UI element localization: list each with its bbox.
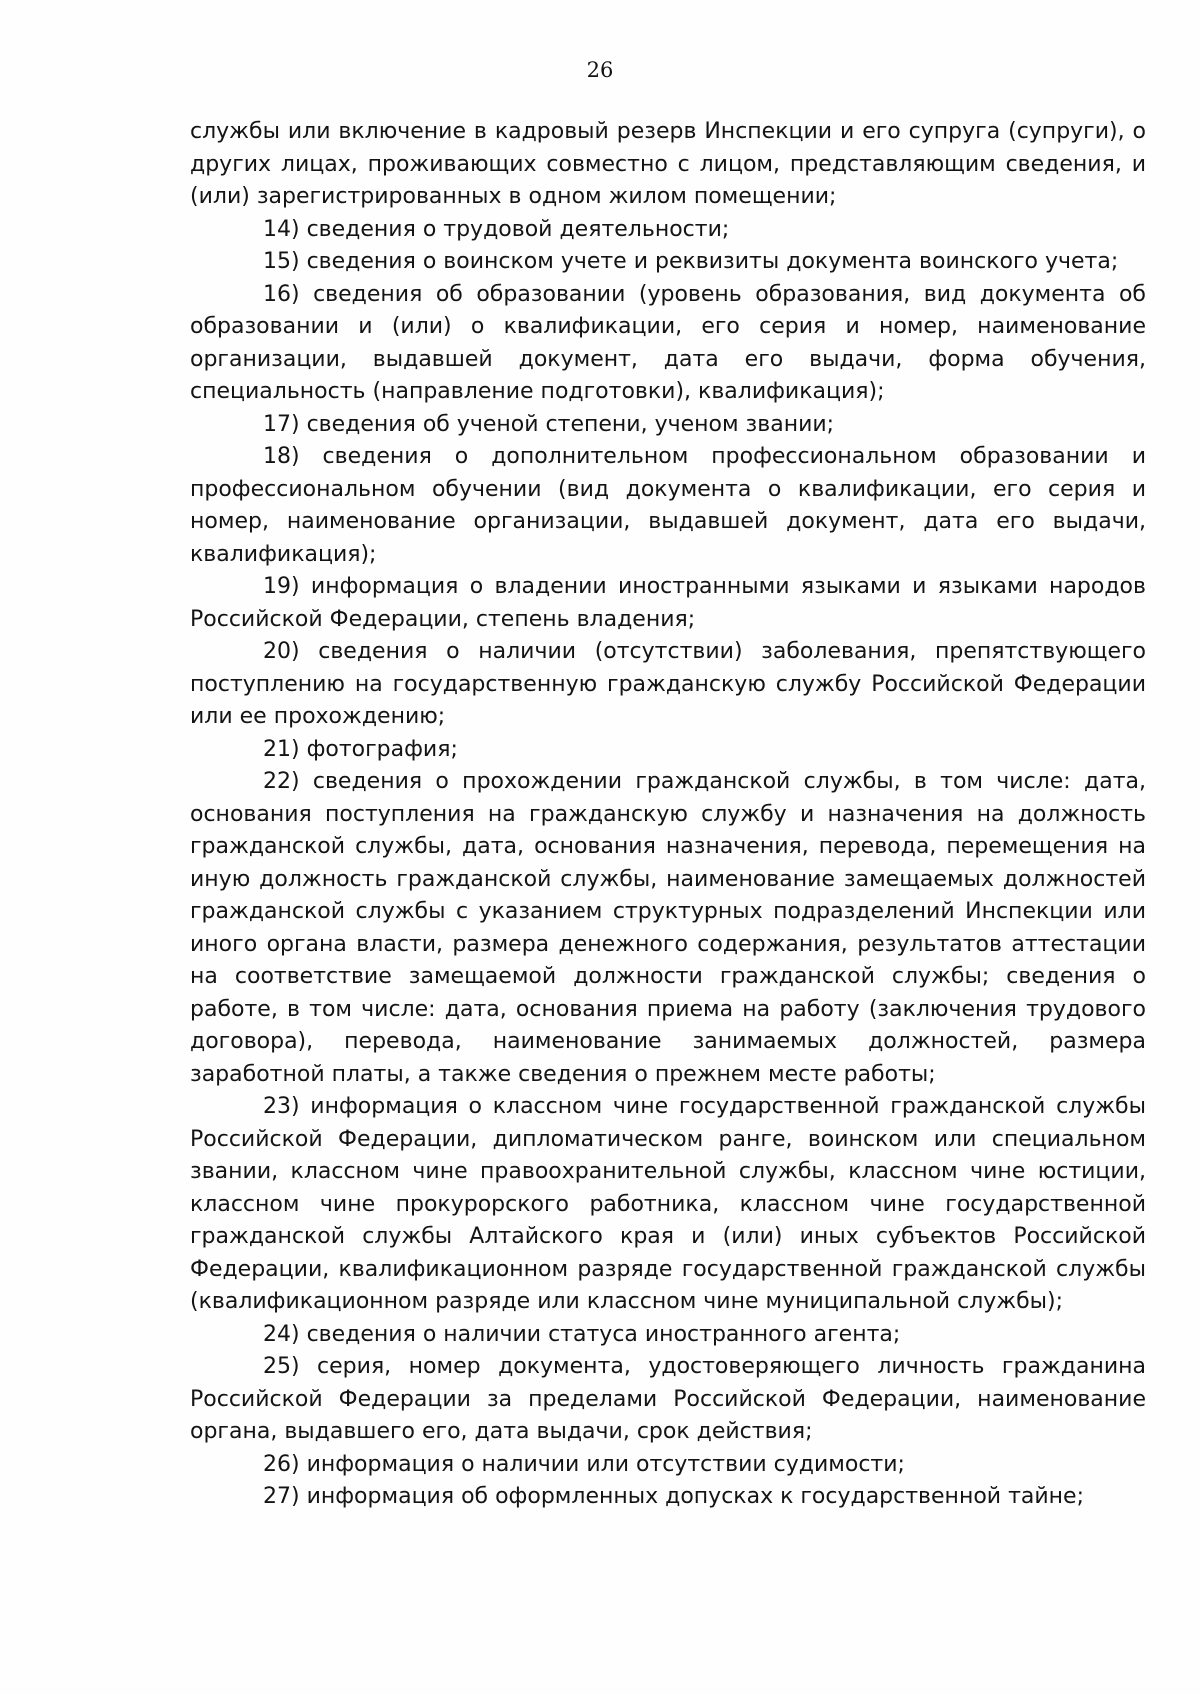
list-item-24: 24) сведения о наличии статуса иностранного агента; — [263, 1321, 901, 1347]
list-item-25: 25) серия, номер документа, удостоверяющего личность гражданина Российской Федерации за пределами Российской Федерации, наименование органа, выдавшего его, дата выдачи, срок действия; — [190, 1354, 1146, 1444]
list-item-17: 17) сведения об ученой степени, ученом звании; — [263, 411, 835, 437]
list-item-18: 18) сведения о дополнительном профессиональном образовании и профессиональном обучении (вид документа о квалификации, его серия и номер, наименование организации, выдавшей документ, дата его выдачи, квалификация); — [190, 444, 1146, 567]
list-item-14: 14) сведения о трудовой деятельности; — [263, 216, 730, 242]
document-body — [190, 116, 1146, 1514]
list-item-21: 21) фотография; — [263, 736, 458, 762]
list-item-27: 27) информация об оформленных допусках к государственной тайне; — [263, 1484, 1085, 1509]
list-item-23: 23) информация о классном чине государственной гражданской службы Российской Федерации, дипломатическом ранге, воинском или специальном звании, классном чине правоохранительной службы, классном чине юстиции, классном чине прокурорского работника, классном чине государственной гражданской службы Алтайского края и (или) иных субъектов Российской Федерации, квалификационном разряде государственной гражданской службы (квалификационном разряде или классном чине муниципальной службы); — [190, 1094, 1146, 1314]
paragraph-continuation: службы или включение в кадровый резерв Инспекции и его супруга (супруги), о других лицах, проживающих совместно с лицом, представляющим сведения, и (или) зарегистрированных в одном жилом помещении; — [190, 119, 1146, 209]
page-number: 26 — [586, 58, 614, 82]
list-item-20: 20) сведения о наличии (отсутствии) заболевания, препятствующего поступлению на государственную гражданскую службу Российской Федерации или ее прохождению; — [190, 639, 1146, 729]
list-item-22: 22) сведения о прохождении гражданской службы, в том числе: дата, основания поступления на гражданскую службу и назначения на должность гражданской службы, дата, основания назначения, перевода, перемещения на иную должность гражданской службы, наименование замещаемых должностей гражданской службы с указанием структурных подразделений Инспекции или иного органа власти, размера денежного содержания, результатов аттестации на соответствие замещаемой должности гражданской службы; сведения о работе, в том числе: дата, основания приема на работу (заключения трудового договора), перевода, наименование занимаемых должностей, размера заработной платы, а также сведения о прежнем месте работы; — [190, 769, 1146, 1087]
list-item-26: 26) информация о наличии или отсутствии судимости; — [263, 1451, 905, 1477]
list-item-15: 15) сведения о воинском учете и реквизиты документа воинского учета; — [263, 249, 1119, 274]
list-item-19: 19) информация о владении иностранными языками и языками народов Российской Федерации, степень владения; — [190, 574, 1146, 632]
list-item-16: 16) сведения об образовании (уровень образования, вид документа об образовании и (или) о квалификации, его серия и номер, наименование организации, выдавшей документ, дата его выдачи, форма обучения, специальность (направление подготовки), квалификация); — [190, 281, 1146, 404]
